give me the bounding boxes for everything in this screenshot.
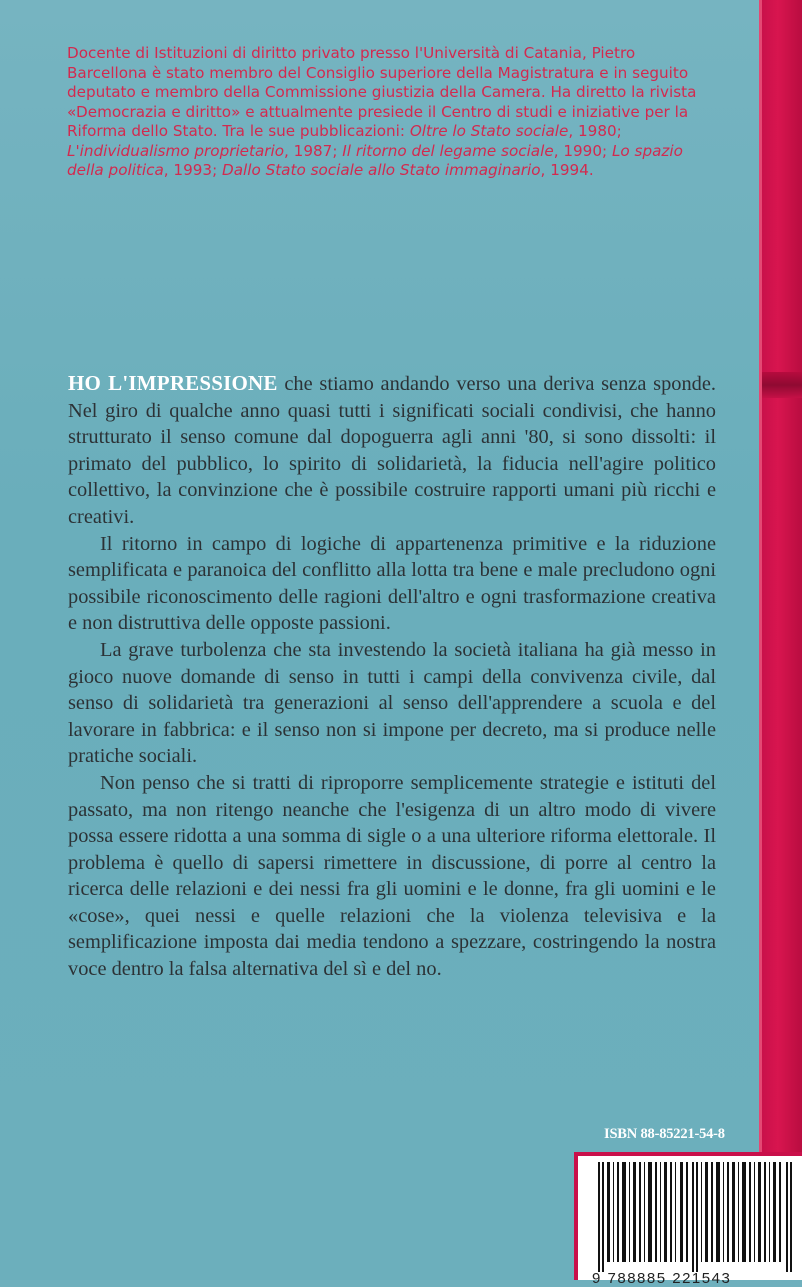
book-year: , 1993;	[163, 161, 223, 179]
book-title: Dallo Stato sociale allo Stato immaginario	[222, 161, 541, 179]
bio-line: Barcellona è stato membro del Consiglio superiore della Magistratura e in	[67, 63, 628, 82]
blurb-paragraph: Il ritorno in campo di logiche di appartenenza primitive e la riduzione semplificata e paranoica del conflitto alla lotta tra bene e male precludono ogni possibile riconoscimento delle ragioni dell'altro e ogni trasformazione creativa e non distruttiva delle opposte passioni.	[68, 532, 716, 635]
bio-line: seguito deputato e membro della Commissione giustizia della Camera. Ha	[67, 63, 689, 101]
spine	[762, 0, 802, 1280]
spine-band	[762, 372, 802, 398]
book-year: , 1980;	[568, 122, 622, 140]
barcode-bars	[596, 1162, 796, 1272]
blurb	[68, 370, 716, 983]
book-title: Oltre lo Stato sociale	[409, 122, 569, 140]
bio-line: diretto la rivista «Democrazia e diritto» e attualmente presiede il Centro	[67, 83, 697, 121]
blurb-paragraph	[68, 370, 716, 531]
book-year: , 1994.	[540, 161, 594, 179]
blurb-lead: HO L'IMPRESSIONE	[68, 371, 278, 395]
blurb-paragraph: La grave turbolenza che sta investendo la società italiana ha già messo in gioco nuove domande di senso in tutti i campi della convivenza civile, dal senso di solidarietà tra generazioni al senso dell'apprendere a scuola e del lavorare in fabbrica: e il senso non si impone per decreto, ma si produce nelle pratiche sociali.	[68, 638, 716, 768]
book-title: Il ritorno del legame sociale	[342, 141, 554, 160]
barcode	[574, 1152, 802, 1287]
book-title: L'individualismo proprietario	[67, 141, 285, 160]
bio-line: di studi e iniziative per la Riforma dello Stato. Tra le sue pubblicazioni:	[67, 102, 689, 140]
book-year: , 1987;	[284, 141, 343, 160]
isbn-label: ISBN 88-85221-54-8	[604, 1126, 725, 1142]
book-title: Lo spazio della politica	[67, 141, 683, 179]
blurb-paragraph: Non penso che si tratti di riproporre semplicemente strategie e istituti del passato, ma non ritengo neanche che l'esigenza di un altro modo di vivere possa essere ridotta a una somma di sigle o a una ulteriore riforma elettorale. Il problema è quello di sapersi rimettere in discussione, di porre al centro la ricerca delle relazioni e dei nessi fra gli uomini e le donne, fra gli uomini e le «cose», quei nessi e quelle relazioni che la violenza televisiva e la semplificazione imposta dai media tendono a spezzare, costringendo la nostra voce dentro la falsa alternativa del sì e del no.	[68, 771, 716, 981]
author-bio	[67, 44, 717, 181]
bio-line: Docente di Istituzioni di diritto privato presso l'Università di Catania, Pietro	[67, 44, 636, 62]
blurb-text: che stiamo andando verso una deriva senza sponde. Nel giro di qualche anno quasi tutti i significati sociali condivisi, che hanno strutturato il senso comune dal dopoguerra agli anni '80, si sono dissolti: il primato del pubblico, lo spirito di solidarietà, la fiducia nell'agire politico collettivo, la convinzione che è possibile costruire rapporti umani più ricchi e creativi.	[68, 373, 716, 528]
book-year: , 1990;	[553, 141, 612, 160]
barcode-number: 9 788885 221543	[592, 1270, 732, 1287]
